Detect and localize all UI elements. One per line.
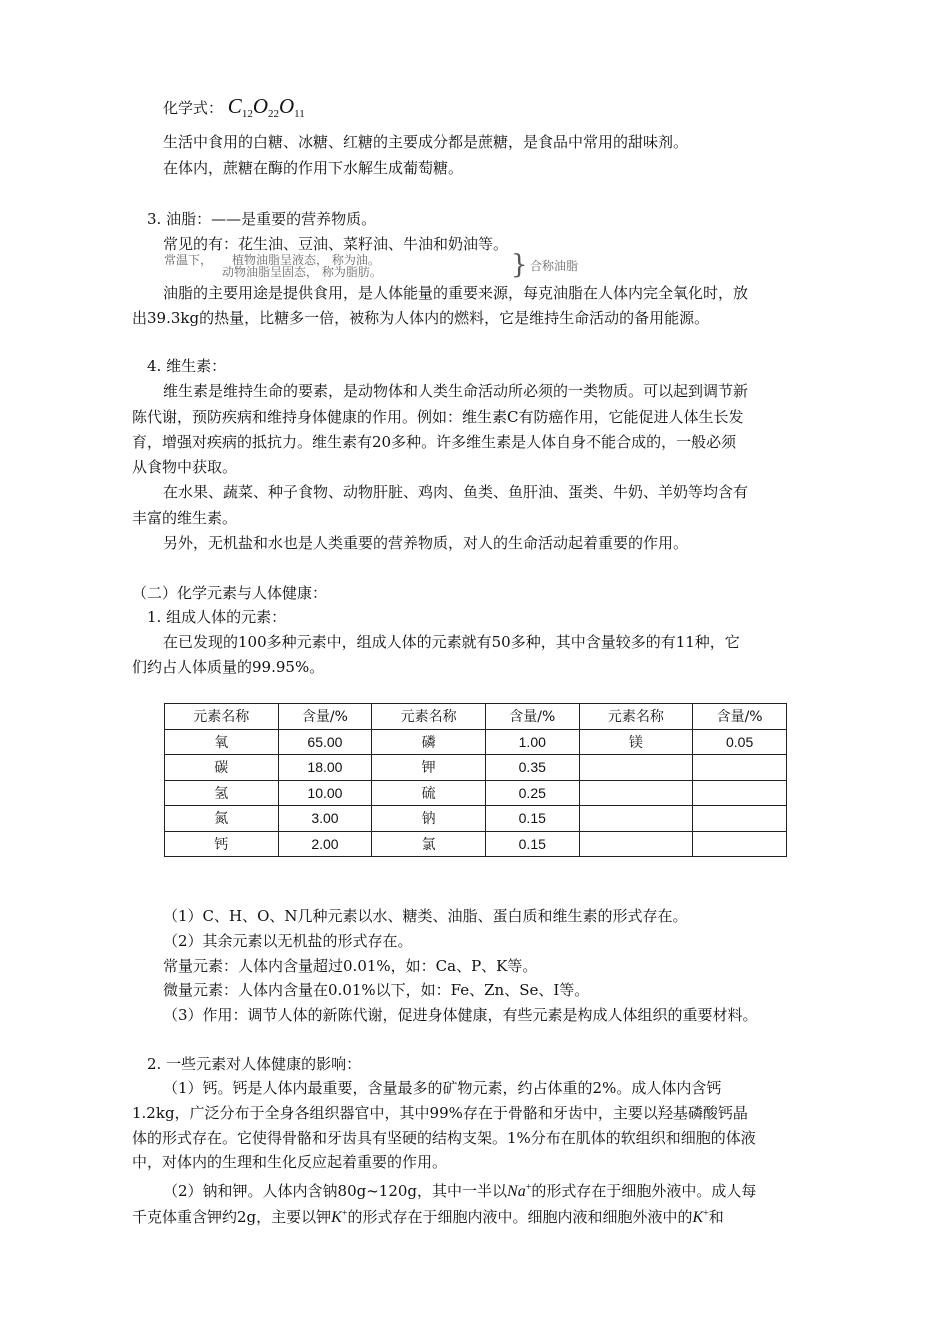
table-header-cell: 含量/%	[485, 704, 579, 730]
potassium-text-b: 的形式存在于细胞内液中。细胞内液和细胞外液中的	[347, 1208, 693, 1226]
vitamins-p2-line-2: 丰富的维生素。	[132, 509, 238, 527]
table-cell: 3.00	[278, 806, 372, 832]
table-cell: 0.35	[485, 755, 579, 781]
table-cell: 0.15	[485, 806, 579, 832]
table-cell	[579, 831, 693, 857]
table-row	[165, 755, 787, 781]
table-cell: 0.05	[693, 729, 787, 755]
vitamins-p1-line-4: 从食物中获取。	[132, 458, 238, 476]
table-cell: 氯	[372, 831, 486, 857]
table-cell: 氮	[165, 806, 279, 832]
sodium-ion: Na+	[507, 1182, 532, 1200]
table-row	[165, 831, 787, 857]
elements-intro-line-2: 们约占人体质量的99.95%。	[132, 658, 325, 676]
sodium-text-b: 的形式存在于细胞外液中。成人每	[531, 1182, 757, 1200]
table-cell: 钾	[372, 755, 486, 781]
table-cell	[579, 780, 693, 806]
table-cell	[579, 755, 693, 781]
table-cell: 65.00	[278, 729, 372, 755]
formula-line	[163, 92, 305, 128]
table-cell: 硫	[372, 780, 486, 806]
table-header-cell: 含量/%	[278, 704, 372, 730]
vitamins-p1-line-3: 育，增强对疾病的抵抗力。维生素有20多种。许多维生素是人体自身不能合成的，一般必须	[132, 433, 737, 451]
table-row	[165, 780, 787, 806]
table-row	[165, 729, 787, 755]
table-cell: 2.00	[278, 831, 372, 857]
table-cell: 1.00	[485, 729, 579, 755]
table-cell: 0.25	[485, 780, 579, 806]
section-heading: （二）化学元素与人体健康：	[132, 584, 328, 602]
table-cell	[693, 806, 787, 832]
table-header-cell: 元素名称	[165, 704, 279, 730]
table-cell: 磷	[372, 729, 486, 755]
effects-heading: 2. 一些元素对人体健康的影响：	[147, 1055, 362, 1073]
formula-label: 化学式：	[163, 99, 224, 117]
table-cell: 钠	[372, 806, 486, 832]
table-cell: 10.00	[278, 780, 372, 806]
note-2: （2）其余元素以无机盐的形式存在。	[163, 932, 413, 950]
table-header-cell: 元素名称	[579, 704, 693, 730]
table-row	[165, 806, 787, 832]
calcium-line-4: 中，对体内的生理和生化反应起着重要的作用。	[132, 1153, 448, 1171]
table-header-row	[165, 704, 787, 730]
potassium-ion: K+	[331, 1208, 348, 1226]
calcium-line-1: （1）钙。钙是人体内最重要，含量最多的矿物元素，约占体重的2%。成人体内含钙	[163, 1079, 722, 1097]
fats-use-line-1: 油脂的主要用途是提供食用，是人体能量的重要来源，每克油脂在人体内完全氧化时，放	[163, 284, 749, 302]
potassium-text-c: 和	[708, 1208, 724, 1226]
vitamins-heading: 4. 维生素：	[147, 357, 227, 375]
sodium-line-2	[132, 1201, 724, 1231]
sucrose-line-1: 生活中食用的白糖、冰糖、红糖的主要成分都是蔗糖，是食品中常用的甜味剂。	[163, 133, 689, 151]
table-cell: 碳	[165, 755, 279, 781]
fats-use-line-2: 出39.3kg的热量，比糖多一倍，被称为人体内的燃料，它是维持生命活动的备用能源。	[132, 309, 710, 327]
table-cell	[693, 831, 787, 857]
fats-note-prefix: 常温下，	[164, 253, 213, 267]
fats-note-line-2: 动物油脂呈固态， 称为脂肪。	[222, 265, 382, 279]
table-cell: 钙	[165, 831, 279, 857]
table-cell: 氧	[165, 729, 279, 755]
vitamins-p1-line-2: 陈代谢，预防疾病和维持身体健康的作用。例如：维生素C有防癌作用，它能促进人体生长发	[132, 408, 744, 426]
table-cell: 18.00	[278, 755, 372, 781]
fats-note-combined: 合称油脂	[530, 259, 579, 273]
note-1: （1）C、H、O、N几种元素以水、糖类、油脂、蛋白质和维生素的形式存在。	[163, 907, 688, 925]
table-cell	[579, 806, 693, 832]
fats-common: 常见的有：花生油、豆油、菜籽油、牛油和奶油等。	[163, 235, 509, 253]
fats-note-line-1: 植物油脂呈液态， 称为油。	[232, 253, 380, 267]
potassium-ion-2: K+	[692, 1208, 709, 1226]
table-cell	[693, 780, 787, 806]
sucrose-formula: $C_{12}O_{22}O_{11}$	[227, 94, 305, 120]
fats-heading: 3. 油脂：——是重要的营养物质。	[147, 210, 377, 228]
vitamins-p3: 另外，无机盐和水也是人类重要的营养物质，对人的生命活动起着重要的作用。	[163, 534, 689, 552]
sucrose-line-2: 在体内，蔗糖在酶的作用下水解生成葡萄糖。	[163, 159, 464, 177]
elements-sub-heading: 1. 组成人体的元素：	[147, 608, 287, 626]
vitamins-p1-line-1: 维生素是维持生命的要素，是动物体和人类生命活动所必须的一类物质。可以起到调节新	[163, 382, 749, 400]
vitamins-p2-line-1: 在水果、蔬菜、种子食物、动物肝脏、鸡肉、鱼类、鱼肝油、蛋类、牛奶、羊奶等均含有	[163, 483, 749, 501]
elements-table	[164, 703, 787, 857]
table-cell: 氢	[165, 780, 279, 806]
sodium-text-a: （2）钠和钾。人体内含钠80g~120g，其中一半以	[163, 1182, 508, 1200]
table-cell	[693, 755, 787, 781]
calcium-line-2: 1.2kg，广泛分布于全身各组织器官中，其中99%存在于骨骼和牙齿中，主要以羟基磷酸钙晶	[132, 1104, 748, 1122]
table-cell: 0.15	[485, 831, 579, 857]
calcium-line-3: 体的形式存在。它使得骨骼和牙齿具有坚硬的结构支架。1%分布在肌体的软组织和细胞的体液	[132, 1129, 756, 1147]
fats-note-brace: }	[511, 250, 528, 280]
elements-intro-line-1: 在已发现的100多种元素中，组成人体的元素就有50多种，其中含量较多的有11种，它	[163, 633, 740, 651]
table-header-cell: 元素名称	[372, 704, 486, 730]
micro-elements: 微量元素：人体内含量在0.01%以下，如：Fe、Zn、Se、I等。	[163, 981, 590, 999]
macro-elements: 常量元素：人体内含量超过0.01%，如：Ca、P、K等。	[163, 957, 538, 975]
table-cell: 镁	[579, 729, 693, 755]
potassium-text-a: 千克体重含钾约2g，主要以钾	[132, 1208, 332, 1226]
note-3: （3）作用：调节人体的新陈代谢，促进身体健康，有些元素是构成人体组织的重要材料。	[163, 1006, 758, 1024]
table-header-cell: 含量/%	[693, 704, 787, 730]
